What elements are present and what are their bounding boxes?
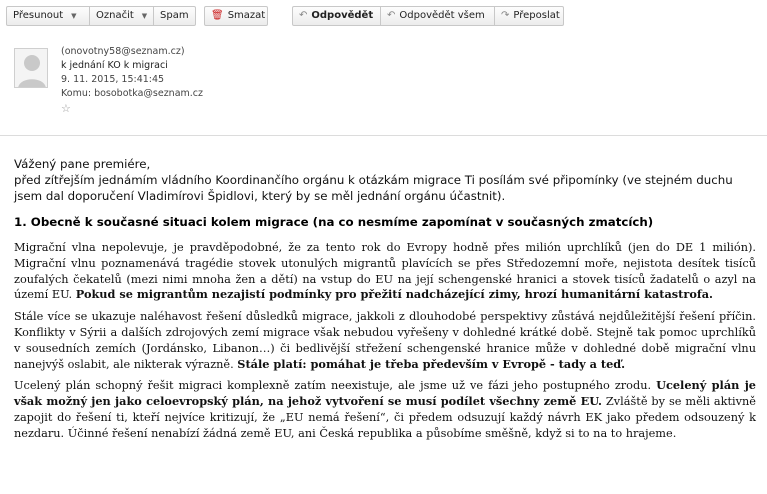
message-body: [14, 156, 756, 448]
move-label: Přesunout: [13, 10, 64, 21]
paragraph-3: [14, 378, 756, 441]
paragraph-1: [14, 240, 756, 303]
message-subject: k jednání KO k migraci: [61, 60, 168, 71]
reply-icon: ↶: [299, 10, 308, 21]
reply-button[interactable]: [292, 6, 381, 26]
delete-button[interactable]: [204, 6, 268, 26]
reply-all-label: Odpovědět všem: [399, 10, 485, 21]
spam-button[interactable]: [154, 6, 196, 26]
sender-address[interactable]: (onovotny58@seznam.cz): [61, 46, 185, 57]
header-details: [61, 45, 203, 117]
forward-icon: ↷: [501, 10, 510, 21]
trash-icon: 🗑: [211, 10, 224, 21]
spam-label: Spam: [160, 10, 189, 21]
user-silhouette-icon: [15, 49, 48, 88]
delete-label: Smazat: [227, 10, 266, 21]
paragraph-3-text-a: Ucelený plán schopný řešit migraci komplexně zatím neexistuje, ale jsme už ve fázi jeho postupného zrodu.: [14, 379, 657, 393]
to-label: Komu:: [61, 88, 92, 99]
chevron-down-icon: ▼: [141, 12, 148, 20]
chevron-down-icon: ▼: [71, 12, 77, 20]
intro-paragraph: před zítřejším jednámím vládního Koordinančího orgánu k otázkám migrace Ti posílám své připomínky (ve stejném duchu jsem dal doporučení Vladimírovi Špidlovi, který by se měl jednání orgánu účastnit).: [14, 173, 733, 203]
message-toolbar: [0, 0, 767, 30]
reply-all-icon: ↶: [387, 10, 396, 21]
recipient-address[interactable]: bosobotka@seznam.cz: [94, 88, 204, 99]
paragraph-3-text-b: Zvláště by se měli aktivně zapojit do řešení ti, kteří nejvíce kritizují, že „EU nemá řešení“, či předem odsuzují každý návrh EK jako předem odsouzený k nezdaru. Účinné řešení nenabízí žádná země EU, ani Česká republika a působíme směšně, když si to na to hrajeme.: [14, 395, 756, 440]
message-date: 9. 11. 2015, 15:41:45: [61, 74, 165, 85]
forward-label: Přeposlat: [513, 10, 560, 21]
recipient-line: [61, 87, 203, 101]
avatar: [14, 48, 48, 88]
paragraph-2: [14, 309, 756, 372]
paragraph-3-bold: Ucelený plán je však možný jen jako celoevropský plán, na jehož vytvoření se musí podílet všechny země EU.: [14, 378, 756, 409]
message-header: [0, 40, 767, 136]
intro-block: [14, 156, 756, 204]
paragraph-2-text: Stále více se ukazuje naléhavost řešení důsledků migrace, jakkoli z dlouhodobé perspektivy zůstává nejdůležitější řešení příčin. Konflikty v Sýrii a dalších zdrojových zemí migrace však nebudou vyřešeny v dohledné krátké době. Stejně tak pomoc uprchlíků v sousedních zemích (Jordánsko, Libanon…) či bedlivější střežení schengenské hranice může v dohledné době migrační vlnu nanejvýš oslabit, ale nikterak výrazně.: [14, 310, 756, 371]
star-icon[interactable]: ☆: [61, 102, 71, 115]
paragraph-1-text: Migrační vlna nepolevuje, je pravděpodobné, že za tento rok do Evropy hodně přes milión uprchlíků (jen do DE 1 milión). Migrační vlnu poznamenává tragédie stovek utonulých migrantů plavících se přes Středozemní moře, nejistota desítek tisíců zoufalých čekatelů (mezi nimi mnoha žen a dětí) na vstup do EU na její schengenské hranici a stovek tisíců žadatelů o azyl na území EU.: [14, 241, 756, 302]
mark-button[interactable]: [90, 6, 154, 26]
forward-button[interactable]: [495, 6, 564, 26]
paragraph-1-bold: Pokud se migrantům nezajistí podmínky pro přežití nadcházející zimy, hrozí humanitární katastrofa.: [75, 287, 713, 302]
section-heading: 1. Obecně k současné situaci kolem migrace (na co nesmíme zapomínat v současných zmatcích): [14, 215, 654, 229]
paragraph-2-bold: Stále platí: pomáhat je třeba především v Evropě - tady a teď.: [237, 356, 626, 371]
reply-all-button[interactable]: [381, 6, 495, 26]
greeting: Vážený pane premiére,: [14, 157, 151, 171]
reply-label: Odpovědět: [311, 10, 374, 21]
mark-label: Označit: [96, 10, 134, 21]
move-button[interactable]: [6, 6, 90, 26]
